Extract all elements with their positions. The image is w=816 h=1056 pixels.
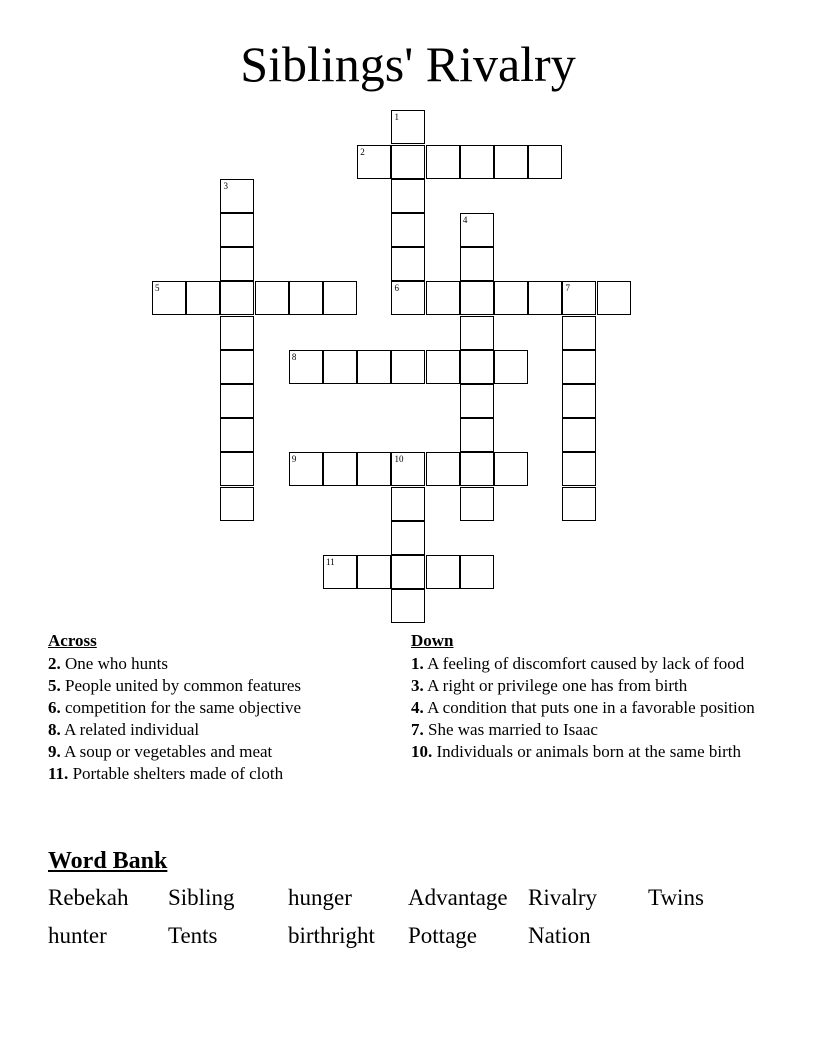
grid-cell[interactable] [597,281,631,315]
clue-text: competition for the same objective [65,698,302,717]
grid-cell[interactable] [220,247,254,281]
across-clue [48,676,393,696]
word-bank-word: Twins [648,885,704,910]
clue-number: 9. [48,742,61,761]
grid-cell[interactable] [220,281,254,315]
cell-number: 7 [565,283,570,294]
cell-number: 8 [291,351,297,362]
cell-number: 11 [326,556,335,567]
down-clue [411,676,761,696]
clue-text: A feeling of discomfort caused by lack of food [427,654,745,673]
word-bank-word: Advantage [408,885,508,910]
clue-number: 11. [48,764,69,783]
word-bank-word: Tents [168,923,218,948]
clue-text: Individuals or animals born at the same birth [436,742,742,761]
grid-cell[interactable] [391,521,425,555]
grid-cell[interactable] [391,487,425,521]
grid-cell[interactable] [289,281,323,315]
grid-cell[interactable] [426,350,460,384]
grid-cell[interactable] [460,418,494,452]
word-bank-word: birthright [288,923,375,948]
grid-cell[interactable] [323,555,357,589]
grid-cell[interactable] [460,384,494,418]
down-clue [411,654,761,674]
cell-number: 10 [394,454,404,465]
across-clue [48,742,393,762]
clue-text: Portable shelters made of cloth [72,764,284,783]
grid-cell[interactable] [528,145,562,179]
across-clue [48,764,393,784]
word-bank-word: hunger [288,885,352,910]
cell-number: 6 [394,283,399,294]
grid-cell[interactable] [220,316,254,350]
grid-cell[interactable] [323,281,357,315]
grid-cell[interactable] [460,555,494,589]
grid-cell[interactable] [289,452,323,486]
cell-number: 9 [291,454,297,465]
grid-cell[interactable] [391,589,425,623]
grid-cell[interactable] [391,452,425,486]
word-bank-word: Pottage [408,923,477,948]
across-clue [48,720,393,740]
grid-cell[interactable] [494,452,528,486]
clue-number: 2. [48,654,61,673]
grid-cell[interactable] [494,350,528,384]
clue-text: She was married to Isaac [428,720,598,739]
down-clues [411,630,761,762]
grid-cell[interactable] [391,350,425,384]
grid-cell[interactable] [460,350,494,384]
clue-number: 1. [411,654,424,673]
grid-cell[interactable] [220,418,254,452]
across-clues [48,630,393,784]
grid-cell[interactable] [562,487,596,521]
clue-number: 5. [48,676,61,695]
across-clue [48,698,393,718]
grid-cell[interactable] [460,487,494,521]
down-clue [411,742,761,762]
clue-number: 6. [48,698,61,717]
across-heading: Across [48,631,97,650]
across-clue [48,654,393,674]
grid-cell[interactable] [152,281,186,315]
clue-text: People united by common features [65,676,302,695]
grid-cell[interactable] [562,316,596,350]
clue-number: 10. [411,742,433,761]
clue-number: 8. [48,720,61,739]
grid-cell[interactable] [186,281,220,315]
grid-cell[interactable] [460,316,494,350]
grid-cell[interactable] [220,213,254,247]
grid-cell[interactable] [357,555,391,589]
grid-cell[interactable] [255,281,289,315]
cell-number: 5 [155,283,160,294]
grid-cell[interactable] [562,384,596,418]
grid-cell[interactable] [426,452,460,486]
clue-text: A condition that puts one in a favorable position [427,698,755,717]
clue-text: One who hunts [65,654,168,673]
cell-number: 4 [462,214,468,225]
grid-cell[interactable] [562,418,596,452]
grid-cell[interactable] [562,452,596,486]
grid-cell[interactable] [357,145,391,179]
grid-cell[interactable] [460,452,494,486]
puzzle-title: Siblings' Rivalry [240,36,576,92]
grid-cell[interactable] [323,350,357,384]
grid-cell[interactable] [426,145,460,179]
grid-cell[interactable] [220,179,254,213]
grid-cell[interactable] [391,145,425,179]
grid-cell[interactable] [391,213,425,247]
grid-cell[interactable] [391,179,425,213]
clue-text: A right or privilege one has from birth [427,676,688,695]
down-clue [411,720,761,740]
grid-cell[interactable] [460,281,494,315]
grid-cell[interactable] [562,281,596,315]
grid-cell[interactable] [562,350,596,384]
word-bank-word: hunter [48,923,107,948]
grid-cell[interactable] [220,384,254,418]
clue-number: 7. [411,720,424,739]
grid-cell[interactable] [460,213,494,247]
word-bank-word: Sibling [168,885,235,910]
clue-text: A related individual [64,720,200,739]
grid-cell[interactable] [357,350,391,384]
grid-cell[interactable] [220,452,254,486]
word-bank-word: Nation [528,923,591,948]
grid-cell[interactable] [494,281,528,315]
grid-cell[interactable] [460,247,494,281]
grid-cell[interactable] [289,350,323,384]
grid-cell[interactable] [426,281,460,315]
grid-cell[interactable] [323,452,357,486]
grid-cell[interactable] [426,555,460,589]
grid-cell[interactable] [391,110,425,144]
clue-number: 3. [411,676,424,695]
grid-cell[interactable] [220,487,254,521]
word-bank-heading: Word Bank [48,848,168,874]
grid-cell[interactable] [460,145,494,179]
grid-cell[interactable] [220,350,254,384]
grid-cell[interactable] [391,555,425,589]
grid-cell[interactable] [391,281,425,315]
clue-text: A soup or vegetables and meat [64,742,273,761]
word-bank-word: Rebekah [48,885,129,910]
clue-number: 4. [411,698,424,717]
cell-number: 1 [394,112,399,123]
grid-cell[interactable] [391,247,425,281]
down-heading: Down [411,631,454,650]
grid-cell[interactable] [357,452,391,486]
grid-cell[interactable] [494,145,528,179]
cell-number: 2 [360,146,365,157]
word-bank-word: Rivalry [528,885,597,910]
down-clue [411,698,761,718]
grid-cell[interactable] [528,281,562,315]
cell-number: 3 [223,180,228,191]
